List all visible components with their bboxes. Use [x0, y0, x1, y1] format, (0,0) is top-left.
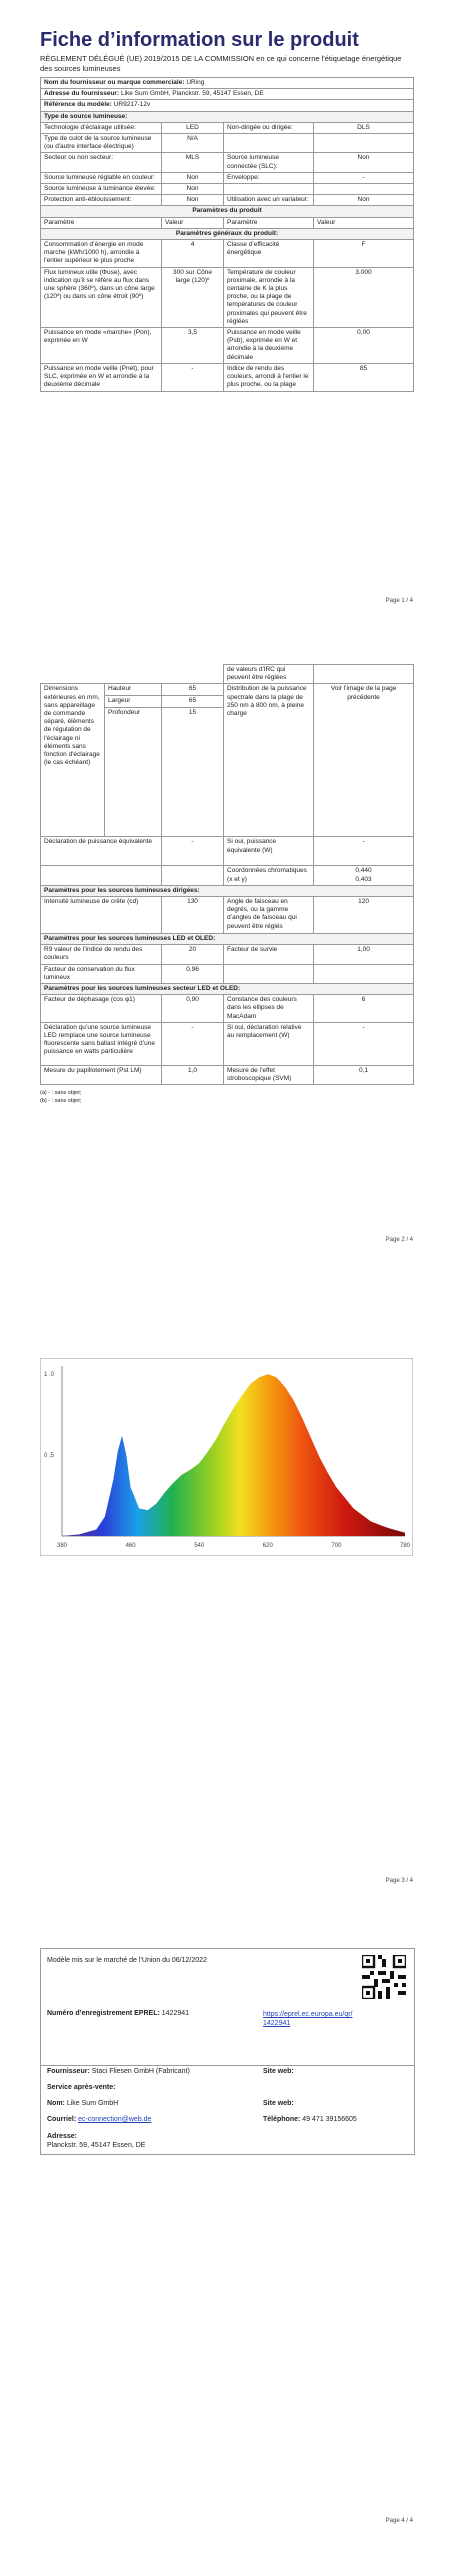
- led-header: Paramètres pour les sources lumineuses LED et OLED:: [41, 934, 414, 945]
- cell: Intensité lumineuse de crête (cd): [41, 897, 162, 934]
- table-row: [41, 897, 414, 934]
- cell: Mesure du papillotement (Pst LM): [41, 1065, 162, 1084]
- params-general-header: Paramètres généraux du produit:: [41, 228, 414, 239]
- x-tick-label: 460: [125, 1543, 136, 1549]
- dimension-value: 65: [162, 696, 224, 708]
- aftersales-label: Service après-vente:: [47, 2084, 116, 2091]
- column-header-row: [41, 217, 414, 228]
- address-label: Adresse:: [47, 2133, 77, 2140]
- spectral-value: Voir l'image de la page précédente: [314, 684, 414, 837]
- service-address: [47, 2132, 145, 2150]
- product-info-sheet: [40, 28, 413, 392]
- cell: Source lumineuse connectée (SLC):: [224, 153, 314, 172]
- x-tick-label: 700: [331, 1543, 342, 1549]
- dimension-value: 65: [162, 684, 224, 696]
- cell: Non: [314, 153, 414, 172]
- product-table-continued: [40, 664, 414, 1085]
- cell: 1,00: [314, 945, 414, 964]
- table-row: [41, 363, 414, 391]
- service-phone: [263, 2116, 357, 2123]
- cell: Puissance en mode «marche» (Pon), exprimée en W: [41, 328, 162, 364]
- manufacturer-value: Staci Fliesen GmbH (Fabricant): [91, 2068, 190, 2075]
- address-label: Adresse du fournisseur:: [44, 90, 120, 98]
- phone-value: 49 471 39156605: [302, 2116, 357, 2123]
- cell: Non: [162, 195, 224, 206]
- model-label: Référence du modèle:: [44, 101, 112, 109]
- cell: Utilisation avec un variateur:: [224, 195, 314, 206]
- footnotes: [40, 1089, 413, 1105]
- table-row: [41, 134, 414, 153]
- cell: -: [162, 837, 224, 866]
- product-info-sheet-continued: [40, 664, 413, 1105]
- cell: Indice de rendu des couleurs, arrondi à l'entier le plus proche, ou la plage: [224, 363, 314, 391]
- name-label: Nom:: [47, 2100, 65, 2107]
- spectral-label: Distribution de la puissance spectrale dans la plage de 250 nm à 800 nm, à pleine charge: [224, 684, 314, 837]
- email-link[interactable]: ec-connection@web.de: [78, 2116, 152, 2123]
- table-row: [41, 195, 414, 206]
- cell: Puissance en mode veille (Pnet), pour SLC, exprimée en W et arrondie à la deuxième décimale: [41, 363, 162, 391]
- table-row: [41, 665, 414, 684]
- model-row: [41, 100, 414, 111]
- cell: Coordonnées chromatiques (x et y): [224, 866, 314, 885]
- cell: [314, 134, 414, 153]
- column-header: Valeur: [162, 217, 224, 228]
- cell: -: [314, 837, 414, 866]
- cell: R9 valeur de l’indice de rendu des couleurs: [41, 945, 162, 964]
- cell: 4: [162, 240, 224, 268]
- cell: 130: [162, 897, 224, 934]
- cell: Mesure de l’effet stroboscopique (SVM): [224, 1065, 314, 1084]
- dimensions-label: Dimensions extérieures en mm, sans appareillage de commande séparé, éléments de régulation de l'éclairage ni éléments sans fonction d'éclairage (le cas échéant): [41, 684, 105, 837]
- qr-code-icon: [362, 1955, 406, 1999]
- table-row: [41, 1065, 414, 1084]
- cell: Si oui, puissance équivalente (W): [224, 837, 314, 866]
- manufacturer-label: Fournisseur:: [47, 2068, 90, 2075]
- page-number: Page 1 / 4: [385, 598, 413, 604]
- cell: Facteur de conservation du flux lumineux: [41, 964, 162, 983]
- cell: Constance des couleurs dans les ellipses de MacAdam: [224, 995, 314, 1023]
- cell: [224, 134, 314, 153]
- regulation-subtitle: RÈGLEMENT DÉLÉGUÉ (UE) 2019/2015 DE LA COMMISSION en ce qui concerne l'étiquetage énergétique des sources lumineuses: [40, 54, 402, 73]
- table-row: [41, 866, 414, 885]
- cell: 0,440 0,403: [314, 866, 414, 885]
- cell: Puissance en mode veille (Psb), exprimée en W et arrondie à la deuxième décimale: [224, 328, 314, 364]
- cell: Source lumineuse réglable en couleur:: [41, 172, 162, 183]
- eprel-value: 1422941: [161, 2010, 190, 2017]
- name-value: Like Sum GmbH: [66, 2100, 119, 2107]
- registration-box: [40, 1948, 415, 2066]
- cell: Non: [162, 184, 224, 195]
- directional-header: Paramètres pour les sources lumineuses dirigées:: [41, 885, 414, 896]
- cell: Source lumineuse à luminance élevée:: [41, 184, 162, 195]
- cell: 3.000: [314, 267, 414, 327]
- email-label: Courriel:: [47, 2116, 77, 2123]
- params-general-row: [41, 228, 414, 239]
- x-tick-label: 380: [56, 1543, 68, 1549]
- y-tick-label: 1 .0: [44, 1372, 55, 1379]
- cell: [224, 184, 314, 195]
- dimension-value: 15: [162, 708, 224, 837]
- cell: Technologie d’éclairage utilisée:: [41, 122, 162, 133]
- cell: 300 sur Cône large (120)º: [162, 267, 224, 327]
- cell: 6: [314, 995, 414, 1023]
- supplier-value: URing: [186, 79, 205, 86]
- params-product-header: Paramètres du produit: [41, 206, 414, 217]
- manufacturer: [47, 2068, 190, 2075]
- placed-on-market: Modèle mis sur le marché de l’Union du 06/12/2022: [47, 1957, 207, 1964]
- mains-header: Paramètres pour les sources lumineuses secteur LED et OLED:: [41, 984, 414, 995]
- page-3: [0, 1280, 453, 1920]
- table-row: [41, 964, 414, 983]
- cell: Déclaration qu’une source lumineuse LED remplace une source lumineuse fluorescente sans ballast intégré d’une puissance en watts particulière: [41, 1022, 162, 1065]
- eprel-number: [47, 2010, 189, 2017]
- cell: -: [162, 363, 224, 391]
- table-row: [41, 1022, 414, 1065]
- website2-label: Site web:: [263, 2100, 294, 2107]
- cell: Angle de faisceau en degrés, ou la gamme d’angles de faisceau qui peuvent être réglés: [224, 897, 314, 934]
- cell: 0,1: [314, 1065, 414, 1084]
- page-title: Fiche d’information sur le produit: [40, 29, 359, 51]
- page-number: Page 2 / 4: [385, 1237, 413, 1243]
- table-row: [41, 945, 414, 964]
- cell: Non: [314, 195, 414, 206]
- cell: Enveloppe:: [224, 172, 314, 183]
- cell: LED: [162, 122, 224, 133]
- dimension-name: Largeur: [105, 696, 162, 708]
- cell: 0,00: [314, 328, 414, 364]
- cell: [162, 866, 224, 885]
- type-header-row: [41, 111, 414, 122]
- cell: -: [162, 1022, 224, 1065]
- table-row: [41, 837, 414, 866]
- y-tick-label: 0 .5: [44, 1453, 55, 1460]
- table-row: [41, 153, 414, 172]
- supplier-label: Nom du fournisseur ou marque commerciale:: [44, 79, 185, 86]
- page-number: Page 3 / 4: [385, 1878, 413, 1884]
- service-name: [47, 2100, 118, 2107]
- cell: Facteur de déphasage (cos φ1): [41, 995, 162, 1023]
- service-email: [47, 2116, 151, 2123]
- cell: Consommation d’énergie en mode marche (kWh/1000 h), arrondie à l'entier supérieur le plus proche: [41, 240, 162, 268]
- address-row: [41, 89, 414, 100]
- eprel-label: Numéro d’enregistrement EPREL:: [47, 2010, 160, 2017]
- cell: 85: [314, 363, 414, 391]
- cell: DLS: [314, 122, 414, 133]
- dimension-name: Hauteur: [105, 684, 162, 696]
- mains-header-row: [41, 984, 414, 995]
- column-header: Paramètre: [41, 217, 162, 228]
- model-value: UR9217-12v: [113, 101, 151, 109]
- website-label: Site web:: [263, 2068, 294, 2075]
- x-tick-label: 540: [194, 1543, 205, 1549]
- cell: 20: [162, 945, 224, 964]
- column-header: Valeur: [314, 217, 414, 228]
- cell: [314, 184, 414, 195]
- cell: Non-dirigée ou dirigée:: [224, 122, 314, 133]
- cell: MLS: [162, 153, 224, 172]
- table-row: [41, 240, 414, 268]
- cell: 120: [314, 897, 414, 934]
- cell: -: [314, 1022, 414, 1065]
- dimension-name: Profondeur: [105, 708, 162, 837]
- cell: F: [314, 240, 414, 268]
- cell: Facteur de survie: [224, 945, 314, 964]
- cell: Température de couleur proximale, arrondie à la centaine de K la plus proche, ou la plage de températures de couleur proximales qui peuvent être réglées: [224, 267, 314, 327]
- x-tick-label: 620: [262, 1543, 273, 1549]
- cell: Déclaration de puissance équivalente: [41, 837, 162, 866]
- cell: 0,96: [162, 964, 224, 983]
- page-1: [0, 0, 453, 640]
- page-2: [0, 640, 453, 1280]
- table-row: [41, 328, 414, 364]
- cell: Secteur ou non secteur:: [41, 153, 162, 172]
- params-product-row: [41, 206, 414, 217]
- address-value: Like Sum GmbH, Planckstr. 59, 45147 Essen, DE: [120, 90, 264, 98]
- table-row: [41, 122, 414, 133]
- directional-header-row: [41, 885, 414, 896]
- cell: Type de culot de la source lumineuse (ou d'autre interface électrique): [41, 134, 162, 153]
- cell: 3,5: [162, 328, 224, 364]
- product-table: [40, 77, 414, 392]
- type-header: Type de source lumineuse:: [41, 111, 414, 122]
- cell: Non: [162, 172, 224, 183]
- supplier-box: [40, 2064, 415, 2155]
- cell: -: [314, 172, 414, 183]
- table-row: [41, 184, 414, 195]
- table-row: [41, 267, 414, 327]
- column-header: Paramètre: [224, 217, 314, 228]
- footnote: (b) - : sans objet;: [40, 1098, 82, 1105]
- cell: 0,90: [162, 995, 224, 1023]
- cell: N/A: [162, 134, 224, 153]
- led-header-row: [41, 934, 414, 945]
- footnote: (a) - : sans objet;: [40, 1090, 82, 1097]
- address-value: Planckstr. 59, 45147 Essen, DE: [47, 2142, 146, 2149]
- cell: [41, 866, 162, 885]
- cell: Flux lumineux utile (Φuse), avec indication qu'il se réfère au flux dans une sphère (360º), dans un cône large (120º) ou dans un cône étroit (90º): [41, 267, 162, 327]
- x-tick-label: 780: [399, 1543, 411, 1549]
- phone-label: Téléphone:: [263, 2116, 301, 2123]
- cell: Si oui, déclaration relative au remplacement (W): [224, 1022, 314, 1065]
- cell: 1,0: [162, 1065, 224, 1084]
- cell: Protection anti-éblouissement:: [41, 195, 162, 206]
- supplier-row: [41, 78, 414, 89]
- cell: [314, 964, 414, 983]
- cont-cell: de valeurs d'IRC qui peuvent être réglées: [224, 665, 314, 684]
- cell: Classe d’efficacité énergétique: [224, 240, 314, 268]
- table-row: [41, 995, 414, 1023]
- spectral-distribution-chart: [40, 1358, 413, 1556]
- eprel-link[interactable]: https://eprel.ec.europa.eu/qr/1422941: [263, 2011, 353, 2027]
- dimensions-row: [41, 684, 414, 696]
- page-number: Page 4 / 4: [385, 2518, 413, 2524]
- page-4: [0, 1920, 453, 2560]
- cell: [224, 964, 314, 983]
- table-row: [41, 172, 414, 183]
